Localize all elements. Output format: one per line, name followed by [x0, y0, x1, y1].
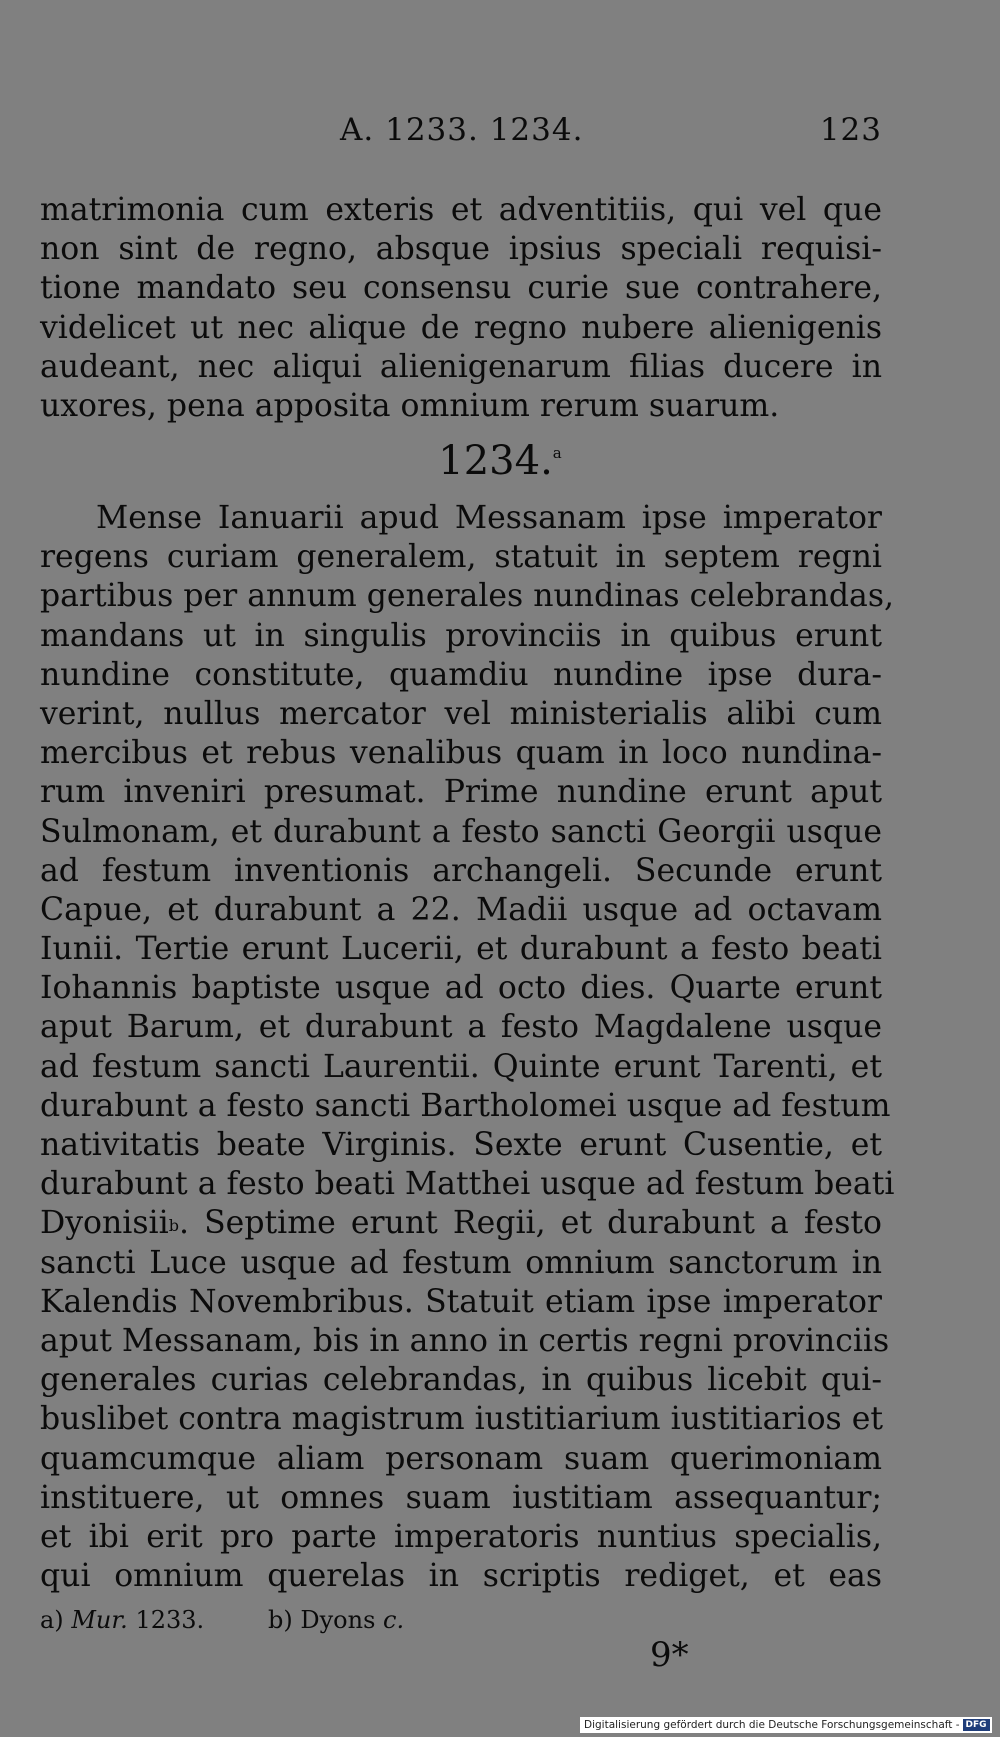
text-line: generales curias celebrandas, in quibus licebit qui- — [40, 1362, 882, 1399]
running-head — [40, 112, 882, 158]
dfg-logo-icon: DFG — [963, 1719, 990, 1731]
text-line: ad festum inventionis archangeli. Secunde erunt — [40, 852, 882, 889]
text-line: verint, nullus mercator vel ministerialis alibi cum — [40, 695, 882, 732]
footnote-b-mark: b) — [268, 1606, 293, 1634]
footnote-a — [40, 1606, 204, 1634]
text-line: nativitatis beate Virginis. Sexte erunt Cusentie, et — [40, 1127, 882, 1163]
footnote-a-mark: a) — [40, 1606, 64, 1634]
text-line: Capue, et durabunt a 22. Madii usque ad octavam — [40, 891, 882, 928]
digitization-text: Digitalisierung gefördert durch die Deutsche Forschungsgemeinschaft - — [584, 1719, 960, 1731]
text-line: Kalendis Novembribus. Statuit etiam ipse imperator — [40, 1283, 882, 1320]
text-line: matrimonia cum exteris et adventitiis, qui vel que — [40, 192, 882, 228]
paragraph-main — [40, 499, 895, 1596]
text-line: buslibet contra magistrum iustitiarium iustitiarios et — [40, 1401, 884, 1438]
footnotes — [40, 1606, 882, 1640]
text-line-dyonisii — [40, 1204, 882, 1243]
footnote-b-ref: c. — [383, 1606, 405, 1634]
signature-mark: 9* — [650, 1635, 689, 1675]
footnote-b — [268, 1606, 404, 1634]
paragraph-continuation — [40, 191, 882, 426]
page-number: 123 — [819, 112, 882, 148]
text-line: tione mandato seu consensu curie sue contrahere, — [40, 270, 882, 307]
text-line: Sulmonam, et durabunt a festo sancti Georgii usque — [40, 813, 882, 850]
text-line: uxores, pena apposita omnium rerum suarum. — [40, 387, 780, 424]
text-line: sancti Luce usque ad festum omnium sanctorum in — [40, 1244, 882, 1281]
text-line: durabunt a festo beati Matthei usque ad festum beati — [40, 1166, 895, 1203]
text-line: Iohannis baptiste usque ad octo dies. Quarte erunt — [40, 970, 882, 1007]
text-line: regens curiam generalem, statuit in septem regni — [40, 539, 882, 576]
text-line: nundine constitute, quamdiu nundine ipse dura- — [40, 656, 882, 693]
section-heading-year — [0, 438, 1000, 484]
text-line: et ibi erit pro parte imperatoris nuntius specialis, — [40, 1518, 882, 1555]
text-line: aput Barum, et durabunt a festo Magdalene usque — [40, 1009, 882, 1046]
footnote-a-value: 1233. — [135, 1606, 205, 1634]
text-line: durabunt a festo sancti Bartholomei usque ad festum — [40, 1087, 891, 1124]
text-line: qui omnium querelas in scriptis rediget, et eas — [40, 1558, 882, 1595]
dyonisii-rest: . Septime erunt Regii, et durabunt a festo — [178, 1205, 882, 1242]
text-line: Iunii. Tertie erunt Lucerii, et durabunt a festo beati — [40, 931, 882, 968]
dyonisii-word: Dyonisii — [40, 1205, 169, 1242]
running-head-years: A. 1233. 1234. — [340, 112, 584, 148]
footnote-mark-b: b — [168, 1216, 179, 1236]
footnote-mark-a: a — [552, 444, 562, 462]
text-line: quamcumque aliam personam suam querimoniam — [40, 1440, 882, 1477]
text-line: instituere, ut omnes suam iustitiam assequantur; — [40, 1479, 882, 1516]
footnote-b-value: Dyons — [300, 1606, 376, 1634]
text-line: non sint de regno, absque ipsius speciali requisi- — [40, 231, 882, 268]
text-line: Mense Ianuarii apud Messanam ipse imperator — [96, 500, 882, 536]
text-line: audeant, nec aliqui alienigenarum filias ducere in — [40, 348, 882, 385]
text-line: partibus per annum generales nundinas celebrandas, — [40, 578, 894, 615]
section-year: 1234. — [438, 438, 553, 484]
text-line: aput Messanam, bis in anno in certis regni provinciis — [40, 1322, 890, 1359]
text-line: mandans ut in singulis provinciis in quibus erunt — [40, 617, 882, 654]
text-line: ad festum sancti Laurentii. Quinte erunt Tarenti, et — [40, 1048, 882, 1085]
text-line: videlicet ut nec alique de regno nubere alienigenis — [40, 309, 882, 346]
digitization-note — [580, 1717, 992, 1733]
text-line: rum inveniri presumat. Prime nundine erunt aput — [40, 774, 882, 811]
footnote-a-ref: Mur. — [71, 1606, 128, 1634]
text-line: mercibus et rebus venalibus quam in loco nundina- — [40, 735, 882, 772]
